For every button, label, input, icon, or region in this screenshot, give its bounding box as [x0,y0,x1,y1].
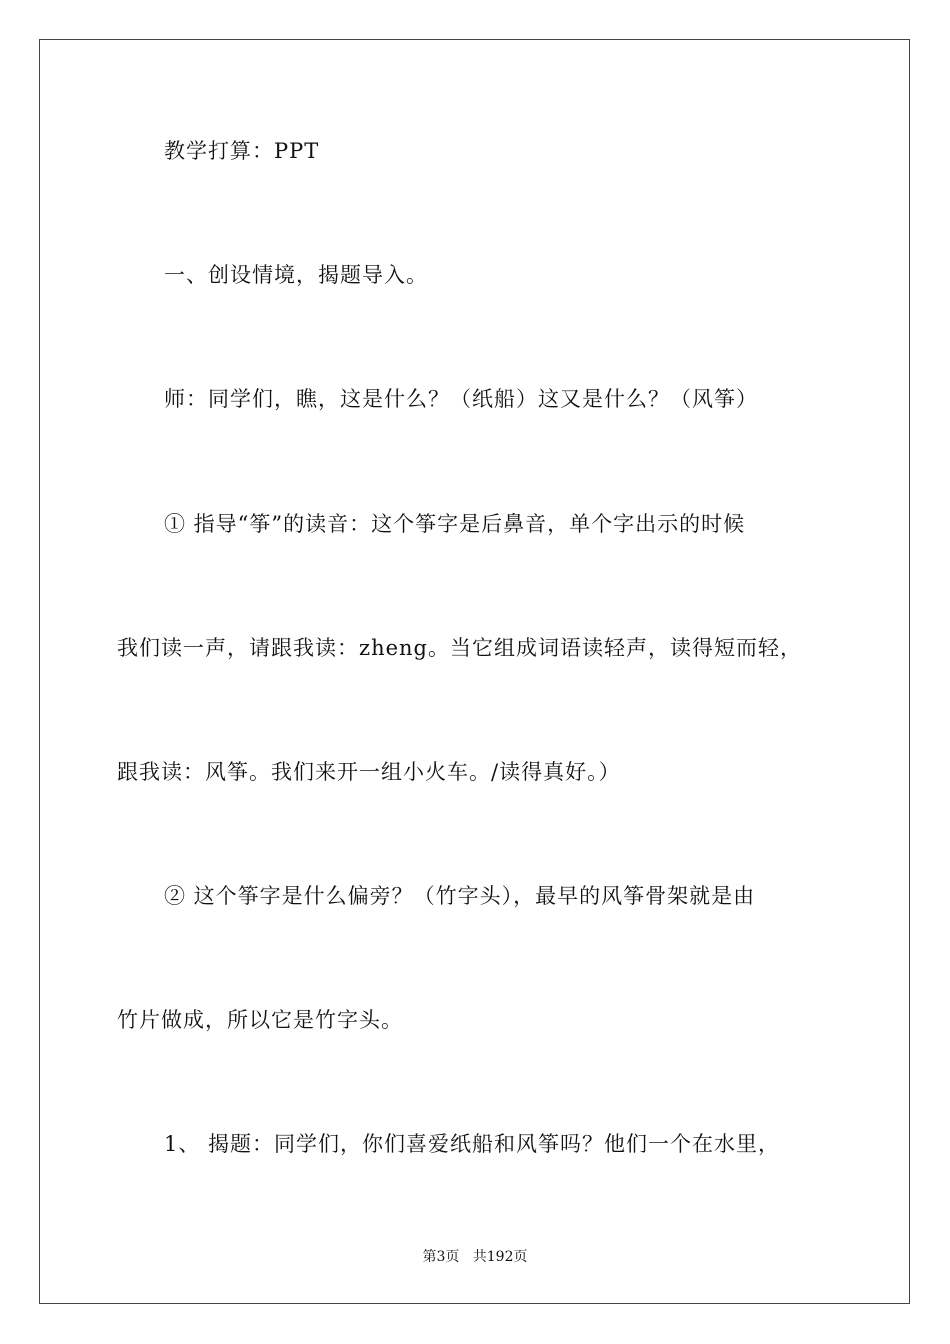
paragraph-2-line-2: 竹片做成，所以它是竹字头。 [117,1008,403,1032]
teaching-prep-line: 教学打算：PPT [164,139,320,163]
paragraph-3-line-1: 1、 揭题：同学们，你们喜爱纸船和风筝吗？他们一个在水里， [164,1132,781,1156]
paragraph-1-line-3: 跟我读：风筝。我们来开一组小火车。/读得真好。） [117,760,621,784]
teacher-dialogue-line: 师：同学们，瞧，这是什么？（纸船）这又是什么？（风筝） [164,387,758,411]
page-number-footer: 第3页 共192页 [422,1249,528,1265]
section-heading: 一、创设情境，揭题导入。 [164,263,428,287]
page-border [39,39,910,1304]
paragraph-1-line-2: 我们读一声，请跟我读：zheng。当它组成词语读轻声，读得短而轻， [117,636,802,660]
paragraph-2-line-1: ② 这个筝字是什么偏旁？（竹字头），最早的风筝骨架就是由 [164,884,756,908]
paragraph-1-line-1: ① 指导“筝”的读音：这个筝字是后鼻音，单个字出示的时候 [164,512,746,536]
